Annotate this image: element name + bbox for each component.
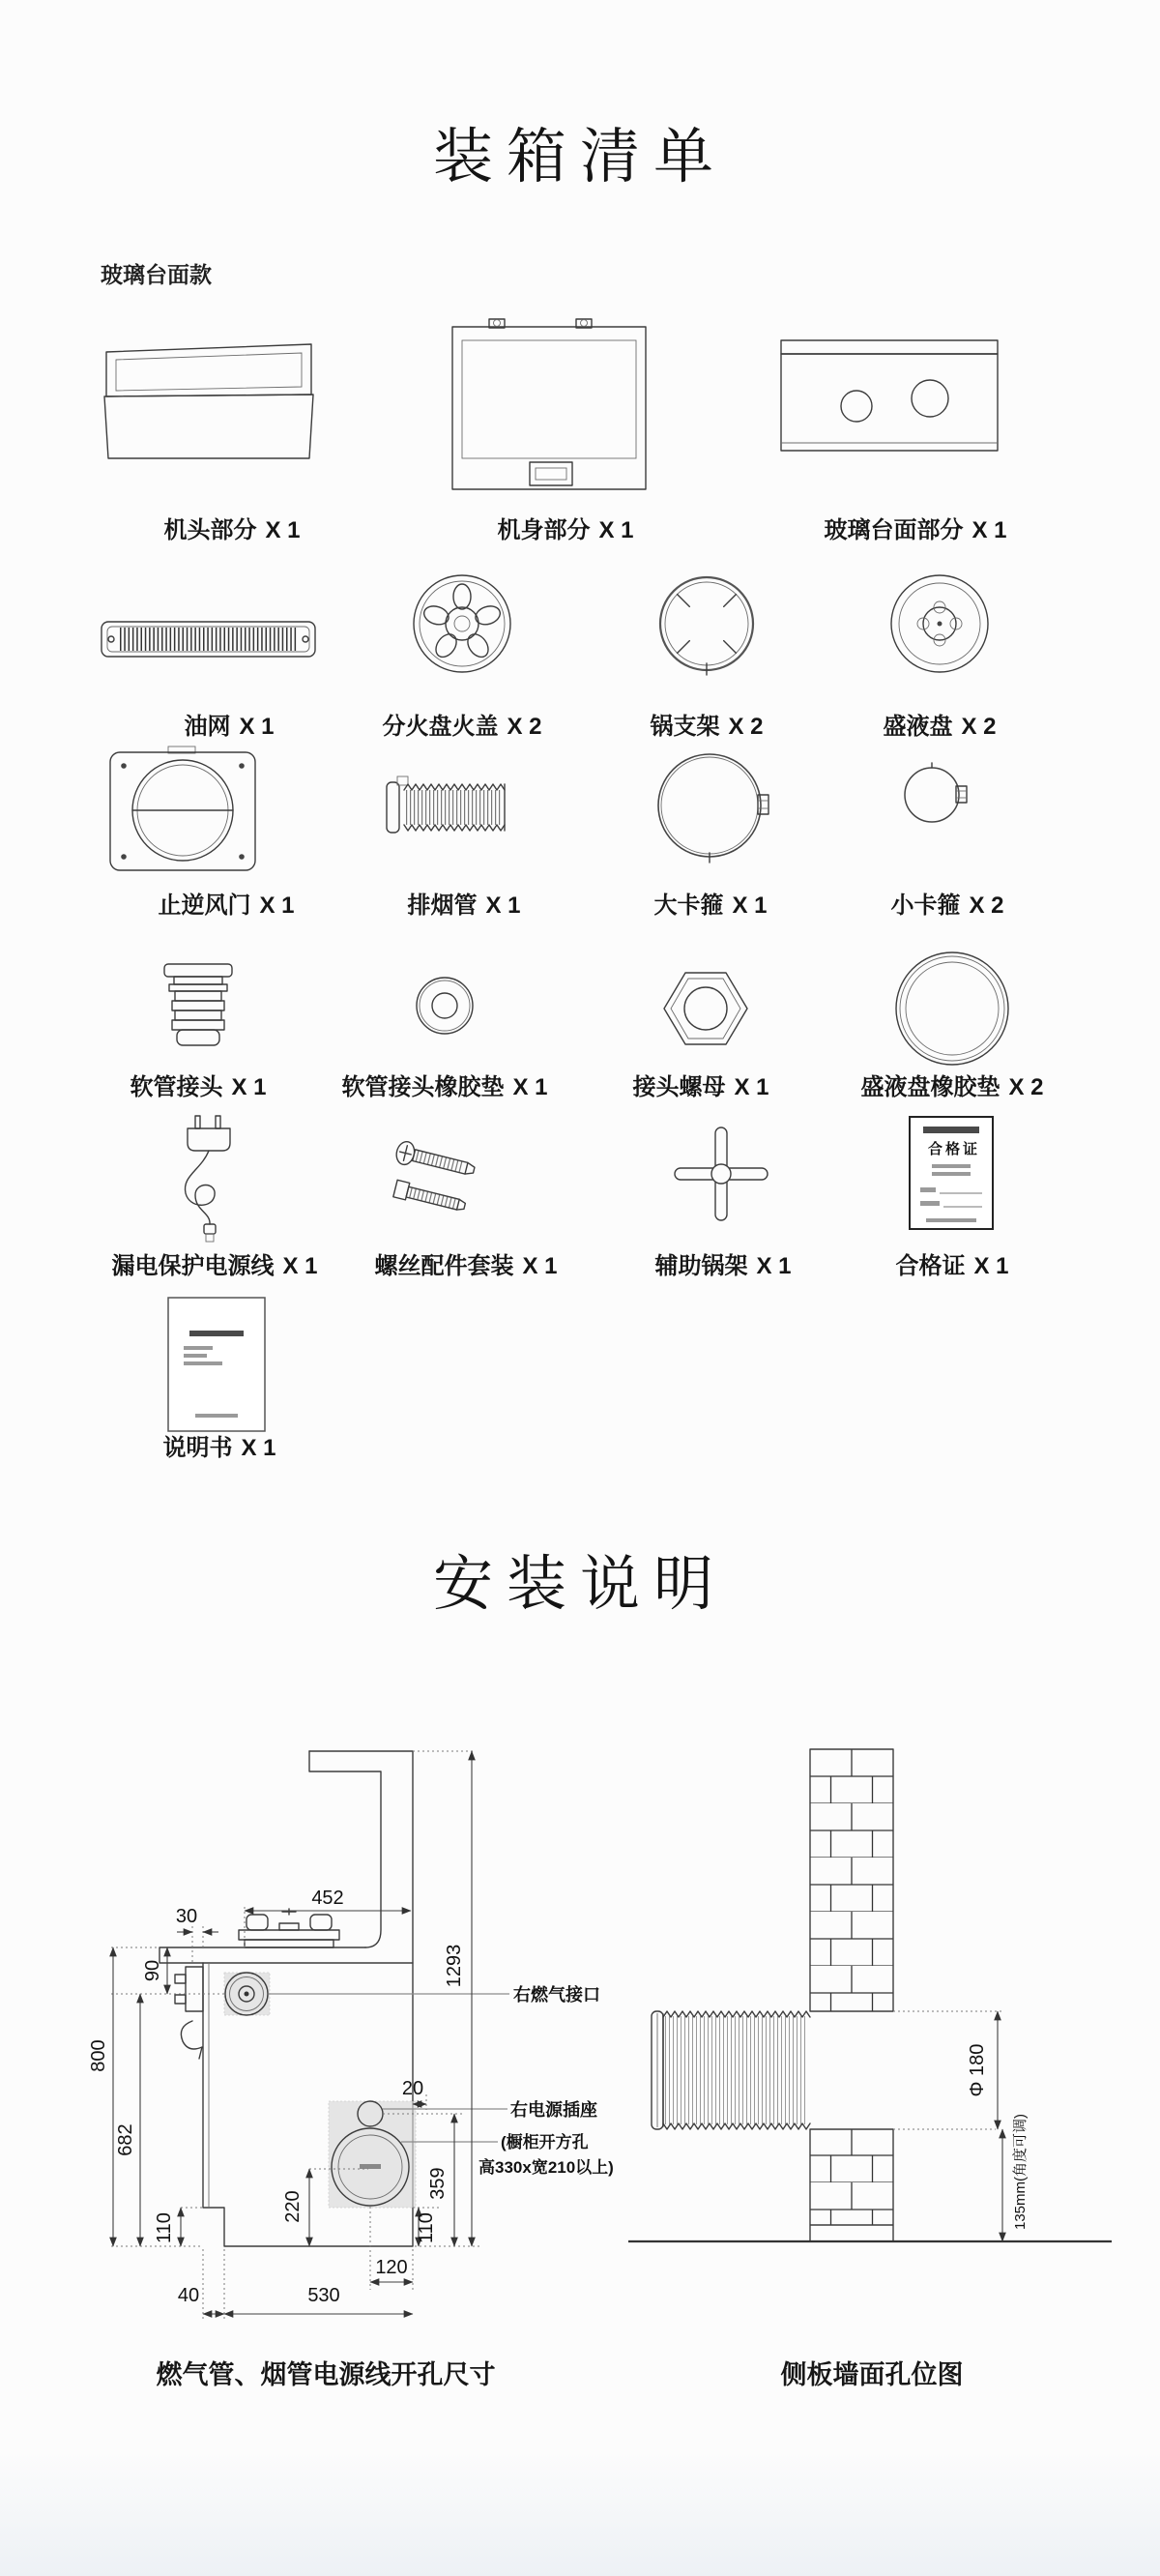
variant-label: 玻璃台面款 — [101, 262, 212, 287]
page-bottom-fade — [0, 2450, 1160, 2576]
dim-359: 359 — [427, 2167, 449, 2200]
dim-800: 800 — [88, 2039, 109, 2072]
glass-countertop-drawing — [775, 331, 1003, 474]
dim-110-right: 110 — [416, 2212, 437, 2243]
packing-item-drip-pan — [886, 571, 993, 677]
item-label: 软管接头橡胶垫 X 1 — [341, 1074, 548, 1100]
oil-mesh-drawing — [100, 617, 318, 661]
manual-drawing — [166, 1296, 267, 1435]
item-label: 盛液盘 X 2 — [883, 714, 997, 740]
packing-item-aux-pot-rack — [667, 1120, 775, 1228]
drip-pan-drawing — [886, 571, 993, 677]
item-label: 油网 X 1 — [184, 714, 275, 740]
large-clamp-drawing — [653, 746, 771, 864]
backdraft-damper-drawing — [101, 745, 265, 876]
packing-item-pot-rack — [653, 571, 760, 677]
dim-120: 120 — [375, 2257, 408, 2278]
item-label: 大卡箍 X 1 — [653, 893, 768, 919]
packing-item-power-cord — [162, 1114, 255, 1245]
packing-item-oil-mesh — [100, 617, 318, 661]
item-label: 止逆风门 X 1 — [158, 893, 295, 919]
packing-item-burner-cap — [409, 571, 515, 677]
cutout-label-line1: (橱柜开方孔 — [501, 2133, 589, 2152]
packing-item-pan-gasket — [891, 948, 1013, 1069]
item-label: 漏电保护电源线 X 1 — [111, 1253, 318, 1279]
pan-gasket-drawing — [891, 948, 1013, 1069]
item-label: 螺丝配件套装 X 1 — [374, 1253, 558, 1279]
packing-item-hood-head — [99, 337, 319, 464]
packing-item-hose-connector — [145, 959, 251, 1062]
dim-220: 220 — [282, 2190, 304, 2223]
power-socket-label: 右电源插座 — [510, 2100, 597, 2120]
item-label: 排烟管 X 1 — [407, 893, 521, 919]
exhaust-pipe-drawing — [383, 769, 514, 846]
wall-diagram-caption: 侧板墙面孔位图 — [780, 2360, 964, 2389]
item-label: 小卡箍 X 2 — [890, 893, 1004, 919]
certificate-drawing — [907, 1114, 996, 1232]
stove-body-drawing — [433, 311, 665, 503]
packing-item-connector-nut — [655, 962, 752, 1055]
item-label: 玻璃台面部分 X 1 — [824, 517, 1007, 543]
dim-hole-diameter: Φ 180 — [967, 2043, 988, 2097]
item-label: 锅支架 X 2 — [650, 714, 764, 740]
item-label: 合格证 X 1 — [895, 1253, 1009, 1279]
hose-gasket-drawing — [410, 971, 479, 1040]
item-label: 机头部分 X 1 — [163, 517, 301, 543]
screw-kit-drawing — [382, 1139, 527, 1232]
item-label: 分火盘火盖 X 2 — [382, 714, 542, 740]
cutout-diagram-caption: 燃气管、烟管电源线开孔尺寸 — [156, 2360, 496, 2389]
power-cord-drawing — [162, 1114, 255, 1245]
dim-530: 530 — [307, 2285, 340, 2306]
packing-item-manual — [166, 1296, 267, 1435]
item-label: 软管接头 X 1 — [130, 1074, 267, 1100]
item-label: 说明书 X 1 — [162, 1435, 276, 1461]
packing-item-screw-kit — [382, 1139, 527, 1232]
pot-rack-drawing — [653, 571, 760, 677]
dim-682: 682 — [115, 2123, 136, 2156]
item-label: 盛液盘橡胶垫 X 2 — [860, 1074, 1044, 1100]
cutout-label-line2: 高330x宽210以上) — [478, 2158, 614, 2177]
aux-pot-rack-drawing — [667, 1120, 775, 1228]
dim-40: 40 — [177, 2285, 200, 2306]
burner-cap-drawing — [409, 571, 515, 677]
dim-110-left: 110 — [154, 2212, 175, 2243]
item-label: 机身部分 X 1 — [497, 517, 634, 543]
packing-item-hose-gasket — [410, 971, 479, 1040]
dim-90: 90 — [142, 1959, 163, 1982]
packing-item-stove-body — [433, 311, 665, 503]
dim-30: 30 — [175, 1906, 198, 1927]
packing-list-title: 装箱清单 — [432, 124, 727, 190]
installation-diagram-wall — [619, 1710, 1121, 2333]
dim-wall-offset: 135mm(角度可调) — [1012, 2113, 1029, 2231]
packing-item-small-clamp — [897, 759, 978, 829]
packing-item-glass-countertop — [775, 331, 1003, 474]
hose-connector-drawing — [145, 959, 251, 1062]
dim-1293: 1293 — [444, 1944, 465, 1988]
certificate-title: 合格证 — [927, 1141, 981, 1157]
gas-port-label: 右燃气接口 — [513, 1985, 600, 2005]
connector-nut-drawing — [655, 962, 752, 1055]
packing-item-exhaust-pipe — [383, 769, 514, 846]
hood-head-drawing — [99, 337, 319, 464]
installation-diagram-cutout — [88, 1710, 633, 2333]
installation-title: 安装说明 — [432, 1551, 727, 1618]
dim-20: 20 — [401, 2078, 424, 2099]
dim-452: 452 — [311, 1888, 344, 1909]
packing-item-certificate — [907, 1114, 996, 1232]
item-label: 接头螺母 X 1 — [632, 1074, 769, 1100]
packing-item-large-clamp — [653, 746, 771, 864]
small-clamp-drawing — [897, 759, 978, 829]
item-label: 辅助锅架 X 1 — [654, 1253, 792, 1279]
packing-item-backdraft-damper — [101, 745, 265, 876]
